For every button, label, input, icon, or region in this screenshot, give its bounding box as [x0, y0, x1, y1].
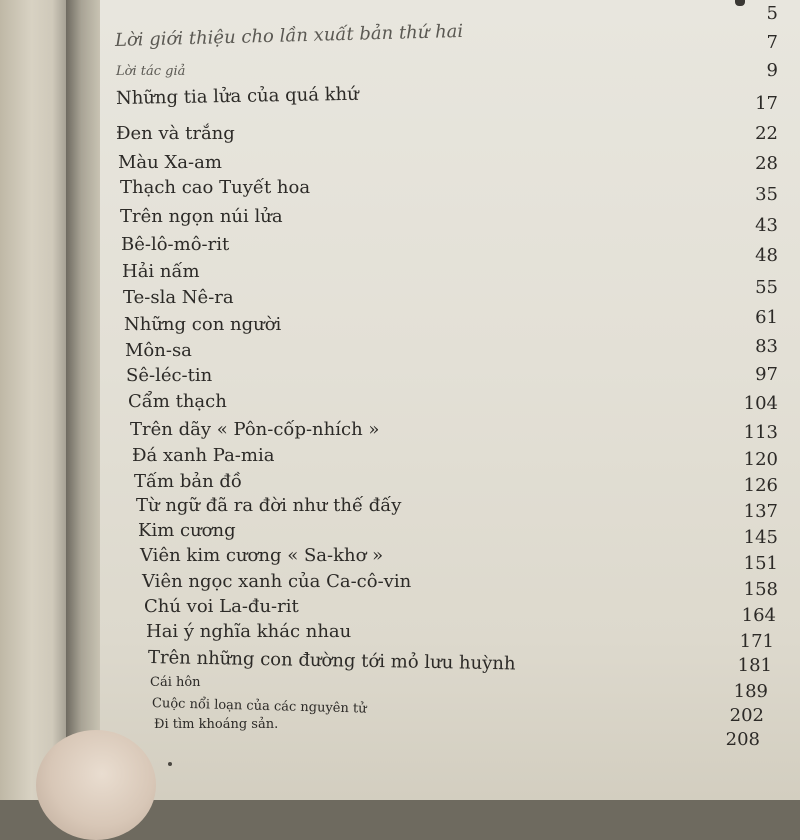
- toc-page-number: 137: [743, 501, 778, 522]
- toc-page-number: 61: [755, 307, 778, 328]
- toc-entry-title: Môn-sa: [125, 340, 192, 361]
- ink-dot: [168, 762, 172, 766]
- toc-entry-title: Tấm bản đồ: [134, 471, 242, 492]
- toc-page-number: 28: [755, 153, 778, 174]
- toc-page-number: 126: [743, 475, 778, 496]
- toc-entry-title: Hai ý nghĩa khác nhau: [146, 621, 352, 642]
- toc-entry-title: Hải nấm: [122, 261, 200, 282]
- toc-page-number: 83: [755, 336, 778, 357]
- toc-page-number: 164: [741, 605, 776, 626]
- toc-page-number: 17: [755, 93, 778, 114]
- toc-page-number: 151: [743, 553, 778, 574]
- toc-page-number: 181: [737, 655, 772, 676]
- toc-entry-title: Sê-léc-tin: [126, 365, 213, 386]
- toc-entry-title: Bê-lô-mô-rit: [121, 234, 230, 255]
- toc-page-number: 171: [739, 631, 774, 652]
- toc-page-number: 120: [743, 449, 778, 470]
- toc-entry-title: Lời tác giả: [116, 64, 186, 79]
- toc-entry-title: Kim cương: [138, 520, 236, 541]
- finger: [36, 730, 156, 840]
- toc-page-number: 145: [743, 527, 778, 548]
- toc-entry-title: Từ ngữ đã ra đời như thế đấy: [136, 495, 402, 516]
- toc-entry-title: Đá xanh Pa-mia: [132, 445, 275, 466]
- toc-entry-title: Cẩm thạch: [128, 391, 227, 412]
- toc-page-number: 113: [743, 422, 778, 443]
- toc-page-number: 189: [733, 681, 768, 702]
- toc-entry-title: Những con người: [124, 314, 282, 335]
- toc-page-number: 35: [755, 184, 778, 205]
- toc-entry-title: Trên những con đường tới mỏ lưu huỳnh: [147, 647, 516, 675]
- toc-entry-title: Những tia lửa của quá khứ: [115, 83, 359, 109]
- toc-entry-title: Thạch cao Tuyết hoa: [120, 177, 311, 198]
- toc-entry-title: Viên kim cương « Sa-khơ »: [140, 545, 384, 566]
- toc-page-number: 7: [766, 32, 778, 53]
- toc-entry-title: Màu Xa-am: [118, 152, 222, 173]
- toc-page-number: 5: [766, 3, 778, 24]
- toc-page-number: 48: [755, 245, 778, 266]
- toc-entry-title: Cái hôn: [150, 675, 201, 690]
- toc-page-number: 22: [755, 123, 778, 144]
- toc-page-number: 158: [743, 579, 778, 600]
- toc-entry-title: Đi tìm khoáng sản.: [154, 717, 279, 732]
- toc-entry-title: Lời giới thiệu cho lần xuất bản thứ hai: [114, 20, 464, 51]
- toc-page-number: 97: [755, 364, 778, 385]
- toc-entry-title: Trên ngọn núi lửa: [120, 206, 283, 227]
- toc-page-number: 208: [725, 729, 760, 750]
- toc-page-number: 202: [729, 705, 764, 726]
- toc-entry-title: Te-sla Nê-ra: [123, 287, 234, 308]
- toc-page-number: 104: [743, 393, 778, 414]
- toc-page-number: 43: [755, 215, 778, 236]
- toc-entry-title: Chú voi La-đu-rit: [144, 596, 299, 617]
- toc-entry-title: Đen và trắng: [116, 123, 235, 144]
- toc-page-number: 9: [766, 60, 778, 81]
- toc-entry-title: Trên dãy « Pôn-cốp-nhích »: [130, 419, 380, 440]
- toc-page-number: 55: [755, 277, 778, 298]
- toc-entry-title: Cuộc nổi loạn của các nguyên tử: [151, 696, 367, 717]
- toc-entry-title: Viên ngọc xanh của Ca-cô-vin: [142, 571, 412, 592]
